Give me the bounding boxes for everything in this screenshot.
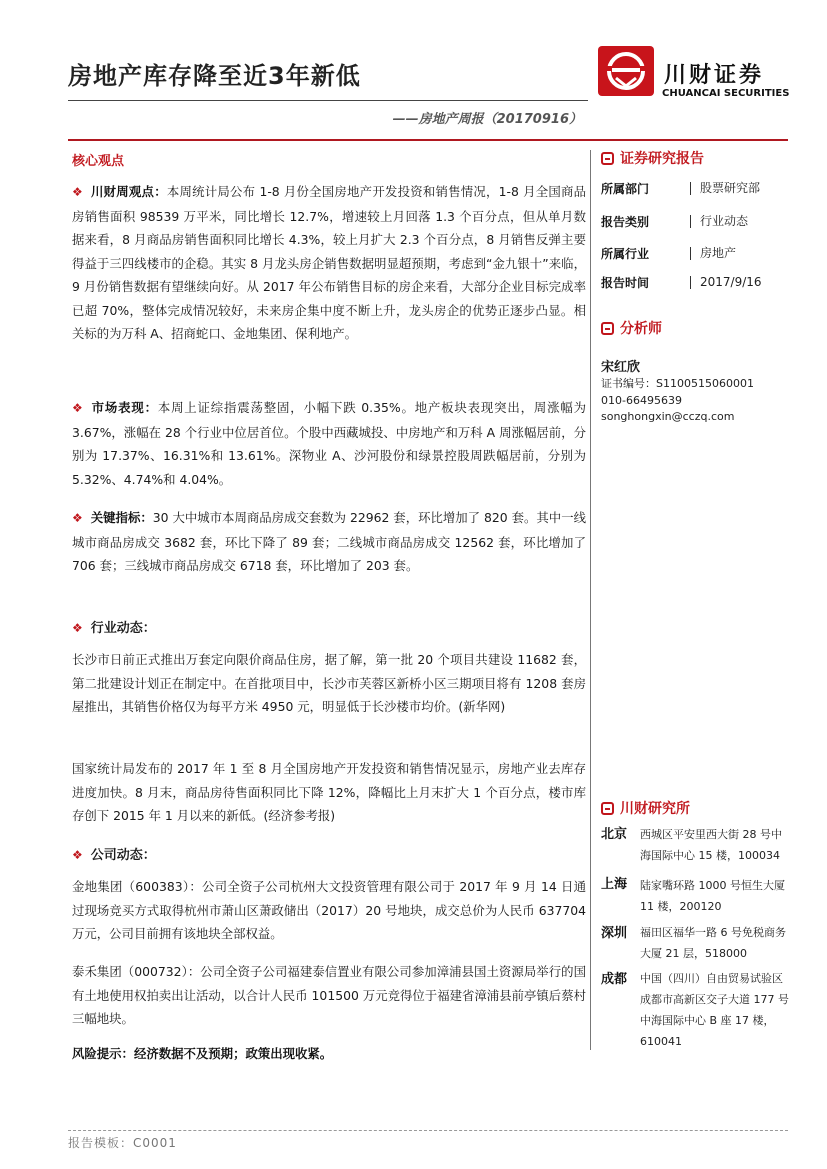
risk-note: 风险提示：经济数据不及预期；政策出现收紧。 [72, 1046, 333, 1061]
header-rule [68, 139, 788, 141]
meta-label-industry: 所属行业 [601, 247, 650, 261]
market-section [72, 396, 586, 491]
company-para-1: 金地集团（600383）：公司全资子公司杭州大文投资管理有限公司于 2017 年 9 月 14 日通过现场竞买方式取得杭州市萧山区萧政储出（2017）20 号地块，成交总价为人民币 637704 万元，公司目前拥有该地块全部权益。 [72, 879, 586, 941]
meta-value-date: 2017/9/16 [690, 276, 762, 289]
industry-heading: ❖ 行业动态： [72, 621, 156, 636]
office-city-chengdu: 成都 [601, 972, 628, 987]
meta-value-industry: 房地产 [690, 247, 736, 260]
diamond-bullet-icon: ❖ [72, 185, 84, 199]
meta-label-department: 所属部门 [601, 182, 650, 196]
company-logo [598, 46, 654, 96]
market-label: 市场表现： [91, 400, 158, 415]
diamond-bullet-icon: ❖ [72, 621, 83, 635]
industry-para-1: 长沙市日前正式推出万套定向限价商品住房，据了解，第一批 20 个项目共建设 11682 套，第二批建设计划正在制定中。在首批项目中，长沙市芙蓉区新桥小区三期项目将有 1208 套房屋推出，其销售价格仅为每平方米 4950 元，明显低于长沙楼市均价。(新华网) [72, 652, 586, 714]
institute-heading: 川财研究所 [601, 798, 690, 818]
analyst-cert: 证书编号：S1100515060001 [601, 377, 754, 390]
industry-para-2: 国家统计局发布的 2017 年 1 至 8 月全国房地产开发投资和销售情况显示，房地产业去库存进度加快。8 月末，商品房待售面积同比下降 12%，降幅比上月末扩大 1 个百分点，楼市库存创下 2015 年 1 月以来的新低。(经济参考报) [72, 761, 586, 823]
view-section [72, 180, 586, 346]
meta-label-category: 报告类别 [601, 215, 650, 229]
title-divider [68, 100, 588, 101]
report-type-heading: 证券研究报告 [601, 148, 704, 168]
meta-label-date: 报告时间 [601, 276, 650, 290]
analyst-heading: 分析师 [601, 318, 662, 338]
section-marker-icon [601, 152, 614, 165]
key-text: 30 大中城市本周商品房成交套数为 22962 套，环比增加了 820 套。其中一线城市商品房成交 3682 套，环比下降了 89 套；二线城市商品房成交 12562 套，环比增加了 706 套；三线城市商品房成交 6718 套，环比增加了 203 套。 [72, 510, 586, 573]
logo-name-cn: 川财证券 [664, 63, 765, 88]
office-city-shenzhen: 深圳 [601, 926, 628, 941]
section-marker-icon [601, 322, 614, 335]
logo-mark-icon [598, 46, 654, 96]
office-address-beijing: 西城区平安里西大街 28 号中海国际中心 15 楼，100034 [640, 828, 782, 862]
analyst-phone: 010-66495639 [601, 394, 682, 407]
office-city-beijing: 北京 [601, 827, 628, 842]
meta-value-department: 股票研究部 [690, 182, 760, 195]
diamond-bullet-icon: ❖ [72, 848, 83, 862]
office-address-chengdu: 中国（四川）自由贸易试验区成都市高新区交子大道 177 号中海国际中心 B 座 17 楼，610041 [640, 972, 789, 1048]
diamond-bullet-icon: ❖ [72, 401, 84, 415]
company-para-2: 泰禾集团（000732）：公司全资子公司福建泰信置业有限公司参加漳浦县国土资源局举行的国有土地使用权拍卖出让活动，以合计人民币 101500 万元竞得位于福建省漳浦县前亭镇后蔡村三幅地块。 [72, 964, 586, 1026]
analyst-email[interactable]: songhongxin@cczq.com [601, 410, 735, 423]
key-label: 关键指标： [90, 510, 153, 525]
view-text: 本周统计局公布 1-8 月份全国房地产开发投资和销售情况，1-8 月全国商品房销售面积 98539 万平米，同比增长 12.7%，增速较上月回落 1.3 个百分点，但从单月数据来看，8 月商品房销售面积同比增长 4.3%，较上月扩大 2.3 个百分点，8 月销售反弹主要得益于三四线楼市的企稳。其实 8 月龙头房企销售数据明显超预期，考虑到“金九银十”来临，9 月份销售数据有望继续向好。从 2017 年公布销售目标的房企来看，大部分企业目标完成率已超 70%，整体完成情况较好，未来房企集中度不断上升，龙头房企的优势正逐步凸显。相关标的为万科 A、招商蛇口、金地集团、保利地产。 [72, 184, 587, 341]
company-heading: ❖ 公司动态： [72, 848, 156, 863]
logo-name-en: CHUANCAI SECURITIES [662, 88, 790, 99]
meta-value-category: 行业动态 [690, 215, 748, 228]
section-marker-icon [601, 802, 614, 815]
office-address-shenzhen: 福田区福华一路 6 号免税商务大厦 21 层，518000 [640, 926, 786, 960]
market-text: 本周上证综指震荡整固，小幅下跌 0.35%。地产板块表现突出，周涨幅为 3.67%，涨幅在 28 个行业中位居首位。个股中西藏城投、中房地产和万科 A 周涨幅居前，分别为 17.37%、16.31%和 13.61%。深物业 A、沙河股份和绿景控股周跌幅居前，分别为 5.32%、4.74%和 4.04%。 [72, 400, 586, 487]
analyst-name: 宋红欣 [601, 360, 641, 375]
report-title: 房地产库存降至近3年新低 [68, 62, 361, 90]
key-section [72, 506, 586, 578]
core-heading: 核心观点 [72, 154, 125, 169]
office-city-shanghai: 上海 [601, 877, 628, 892]
view-label: 川财周观点： [91, 184, 167, 199]
office-address-shanghai: 陆家嘴环路 1000 号恒生大厦 11 楼，200120 [640, 879, 785, 913]
template-code: 报告模板：C0001 [68, 1136, 177, 1150]
footer-rule [68, 1130, 788, 1131]
column-divider [590, 150, 591, 1050]
diamond-bullet-icon: ❖ [72, 511, 83, 525]
report-subtitle: ——房地产周报（20170916） [392, 112, 582, 127]
